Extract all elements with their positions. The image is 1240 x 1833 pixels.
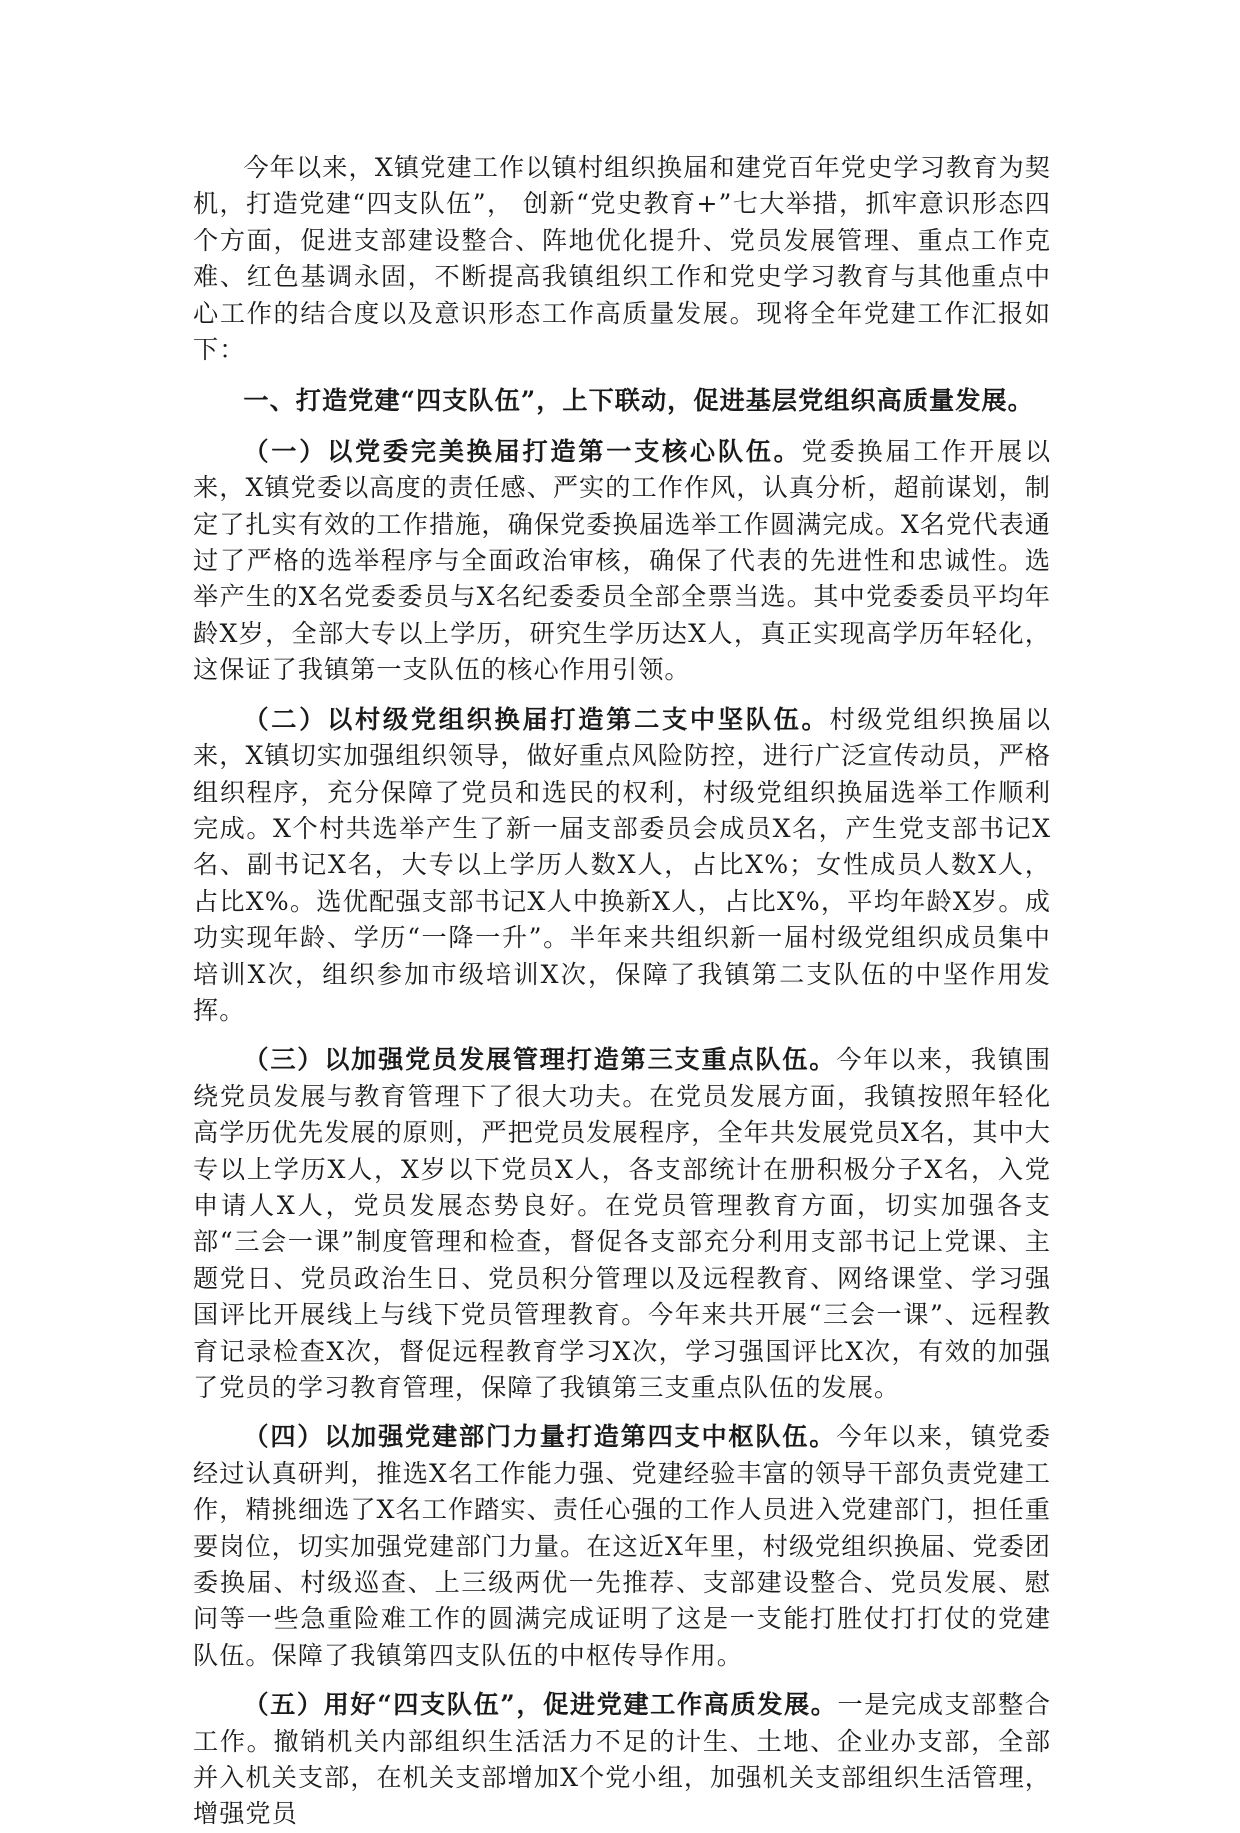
document-page — [193, 150, 1051, 1833]
paragraph-1-title: （一）以党委完美换届打造第一支核心队伍。 — [243, 435, 802, 466]
paragraph-2-body: 村级党组织换届以来，X镇切实加强组织领导，做好重点风险防控，进行广泛宣传动员，严格组织程序，充分保障了党员和选民的权利，村级党组织换届选举工作顺利完成。X个村共选举产生了新一届支部委员会成员X名，产生党支部书记X名、副书记X名，大专以上学历人数X人，占比X%；女性成员人数X人，占比X%。选优配强支部书记X人中换新X人，占比X%，平均年龄X岁。成功实现年龄、学历“一降一升”。半年来共组织新一届村级党组织成员集中培训X次，组织参加市级培训X次，保障了我镇第二支队伍的中坚作用发挥。 — [193, 704, 1052, 1025]
paragraph-3 — [193, 1041, 1051, 1406]
paragraph-1-body: 党委换届工作开展以来，X镇党委以高度的责任感、严实的工作作风，认真分析，超前谋划，制定了扎实有效的工作措施，确保党委换届选举工作圆满完成。X名党代表通过了严格的选举程序与全面政治审核，确保了代表的先进性和忠诚性。选举产生的X名党委委员与X名纪委委员全部全票当选。其中党委委员平均年龄X岁，全部大专以上学历，研究生学历达X人，真正实现高学历年轻化，这保证了我镇第一支队伍的核心作用引领。 — [193, 436, 1052, 685]
paragraph-4-title: （四）以加强党建部门力量打造第四支中枢队伍。 — [243, 1421, 837, 1452]
paragraph-5-title: （五）用好“四支队伍”，促进党建工作高质发展。 — [243, 1689, 838, 1720]
paragraph-5 — [193, 1686, 1051, 1833]
paragraph-1 — [193, 433, 1051, 689]
paragraph-4-body: 今年以来，镇党委经过认真研判，推选X名工作能力强、党建经验丰富的领导干部负责党建工作，精挑细选了X名工作踏实、责任心强的工作人员进入党建部门，担任重要岗位，切实加强党建部门力量。在这近X年里，村级党组织换届、党委团委换届、村级巡查、上三级两优一先推荐、支部建设整合、党员发展、慰问等一些急重险难工作的圆满完成证明了这是一支能打胜仗打打仗的党建队伍。保障了我镇第四支队伍的中枢传导作用。 — [193, 1422, 1052, 1670]
paragraph-3-body: 今年以来，我镇围绕党员发展与教育管理下了很大功夫。在党员发展方面，我镇按照年轻化高学历优先发展的原则，严把党员发展程序，全年共发展党员X名，其中大专以上学历X人，X岁以下党员X人，各支部统计在册积极分子X名，入党申请人X人，党员发展态势良好。在党员管理教育方面，切实加强各支部“三会一课”制度管理和检查，督促各支部充分利用支部书记上党课、主题党日、党员政治生日、党员积分管理以及远程教育、网络课堂、学习强国评比开展线上与线下党员管理教育。今年来共开展“三会一课”、远程教育记录检查X次，督促远程教育学习X次，学习强国评比X次，有效的加强了党员的学习教育管理，保障了我镇第三支重点队伍的发展。 — [193, 1045, 1052, 1402]
intro-paragraph: 今年以来，X镇党建工作以镇村组织换届和建党百年党史学习教育为契机，打造党建“四支队伍”， 创新“党史教育+”七大举措，抓牢意识形态四个方面，促进支部建设整合、阵地优化提升、党员发展管理、重点工作克难、红色基调永固，不断提高我镇组织工作和党史学习教育与其他重点中心工作的结合度以及意识形态工作高质量发展。现将全年党建工作汇报如下： — [193, 153, 1051, 365]
paragraph-4 — [193, 1418, 1051, 1674]
paragraph-2 — [193, 701, 1051, 1030]
section-heading: 一、打造党建“四支队伍”，上下联动，促进基层党组织高质量发展。 — [243, 385, 1034, 416]
paragraph-2-title: （二）以村级党组织换届打造第二支中坚队伍。 — [243, 703, 830, 734]
paragraph-5-body: 一是完成支部整合工作。撤销机关内部组织生活活力不足的计生、土地、企业办支部，全部并入机关支部，在机关支部增加X个党小组，加强机关支部组织生活管理，增强党员 — [193, 1690, 1051, 1829]
paragraph-3-title: （三）以加强党员发展管理打造第三支重点队伍。 — [243, 1044, 837, 1075]
